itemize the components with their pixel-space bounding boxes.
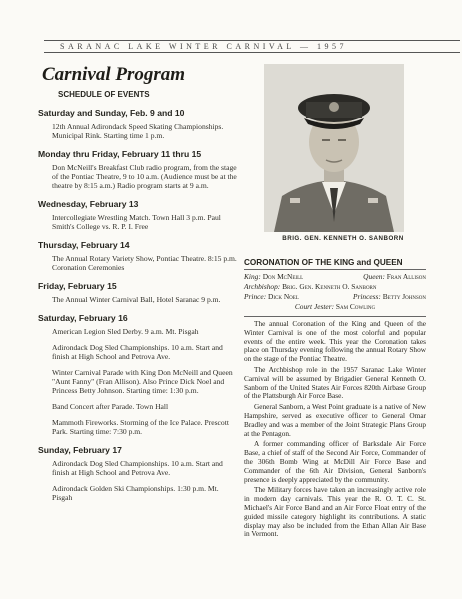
role-jester: Court Jester: Sam Cowling: [294, 302, 376, 311]
day-block: [38, 199, 238, 231]
schedule-column: [38, 64, 238, 502]
day-heading: Monday thru Friday, February 11 thru 15: [38, 149, 202, 159]
day-block: [38, 108, 238, 140]
coronation-title: CORONATION OF THE KING and QUEEN: [244, 258, 426, 270]
day-heading: Saturday, February 16: [38, 313, 128, 323]
role-princess: Princess: Betty Johnson: [352, 292, 426, 301]
day-block: [38, 445, 238, 502]
day-heading: Sunday, February 17: [38, 445, 122, 455]
day-heading: Friday, February 15: [38, 281, 117, 291]
body-paragraph: The Archbishop role in the 1957 Saranac Lake Winter Carnival will be assumed by Brigadier General Kenneth O. Sanborn of the United States Air Forces 820th Airbase Group of the Plattsburgh Air Force Base.: [244, 364, 426, 401]
photo-caption: BRIG. GEN. KENNETH O. SANBORN: [282, 235, 404, 242]
officer-portrait: [264, 64, 404, 232]
body-paragraph: The annual Coronation of the King and Queen of the Winter Carnival is one of the most colorful and popular events of the entire week. This year the Coronation takes place on Thursday evening following the annual Rotary Show on the stage of the Pontiac Theatre.: [244, 319, 426, 364]
event-text: Adirondack Dog Sled Championships. 10 a.m. Start and finish at High School and Petrova Ave.: [52, 343, 223, 361]
portrait-illustration: [264, 64, 404, 232]
event-text: The Annual Winter Carnival Ball, Hotel Saranac 9 p.m.: [52, 295, 221, 304]
day-heading: Saturday and Sunday, Feb. 9 and 10: [38, 108, 185, 118]
event-text: Winter Carnival Parade with King Don McNeill and Queen "Aunt Fanny" (Fran Allison). Also Prince Dick Noel and Princess Betty Johnson. Starting time: 1:30 p.m.: [52, 368, 233, 395]
day-block: [38, 149, 238, 190]
coronation-column: [244, 64, 426, 541]
role-king: King: Don McNeill: [244, 272, 304, 281]
event-text: Intercollegiate Wrestling Match. Town Hall 3 p.m. Paul Smith's College vs. R. P. I. Free: [52, 213, 221, 231]
day-block: [38, 281, 238, 304]
program-title: Carnival Program: [42, 64, 186, 85]
roles-row-king-queen: [244, 272, 426, 282]
coronation-body: [244, 316, 426, 539]
role-queen: Queen: Fran Allison: [363, 272, 426, 281]
event-text: Don McNeill's Breakfast Club radio program, from the stage of the Pontiac Theatre, 9 to 10 a.m. (Audience must be at the theatre by 8:15 a.m.) Radio program starts at 9 a.m.: [52, 163, 237, 190]
schedule-heading: SCHEDULE OF EVENTS: [58, 90, 150, 99]
event-text: Adirondack Dog Sled Championships. 10 a.m. Start and finish at High School and Petrova Ave.: [52, 459, 223, 477]
body-paragraph: The Military forces have taken an increasingly active role in modern day carnivals. This year the R. O. T. C. St. Michael's Air Force Band and an Air Force Float entry of the guided missile category highlight its contributions. A static display may also be included from the Ethan Allan Air Base in Vermont.: [244, 485, 426, 539]
event-text: Mammoth Fireworks. Storming of the Ice Palace. Prescott Park. Starting time: 7:30 p.m.: [52, 418, 229, 436]
event-text: The Annual Rotary Variety Show, Pontiac Theatre. 8:15 p.m. Coronation Ceremonies: [52, 254, 237, 272]
day-block: [38, 240, 238, 272]
event-text: American Legion Sled Derby. 9 a.m. Mt. Pisgah: [52, 327, 199, 336]
day-heading: Thursday, February 14: [38, 240, 130, 250]
role-archbishop: Archbishop: Brig. Gen. Kenneth O. Sanborn: [244, 282, 377, 291]
role-prince: Prince: Dick Noel: [244, 292, 299, 301]
day-heading: Wednesday, February 13: [38, 199, 139, 209]
running-head: SARANAC LAKE WINTER CARNIVAL — 1957: [44, 40, 460, 53]
event-text: Band Concert after Parade. Town Hall: [52, 402, 169, 411]
day-block: [38, 313, 238, 436]
body-paragraph: General Sanborn, a West Point graduate is a native of New Hampshire, served as executive officer to General Omar Bradley and was a member of the Joint Strategic Plans Group at the Pentagon.: [244, 402, 426, 438]
event-text: 12th Annual Adirondack Speed Skating Championships. Municipal Rink. Starting time 1 p.m.: [52, 122, 224, 140]
body-paragraph: A former commanding officer of Barksdale Air Force Base, a chief of staff of the Second Air Force, Commander of the 306th Bomb Wing at McDill Air Force Base and Commander of the 6th Air Division, General Sanborn's presence is deeply appreciated by the community.: [244, 439, 426, 484]
roles-row-prince-princess: [244, 292, 426, 302]
event-text: Adirondack Golden Ski Championships. 1:30 p.m. Mt. Pisgah: [52, 484, 219, 502]
coronation-roles: [244, 272, 426, 312]
